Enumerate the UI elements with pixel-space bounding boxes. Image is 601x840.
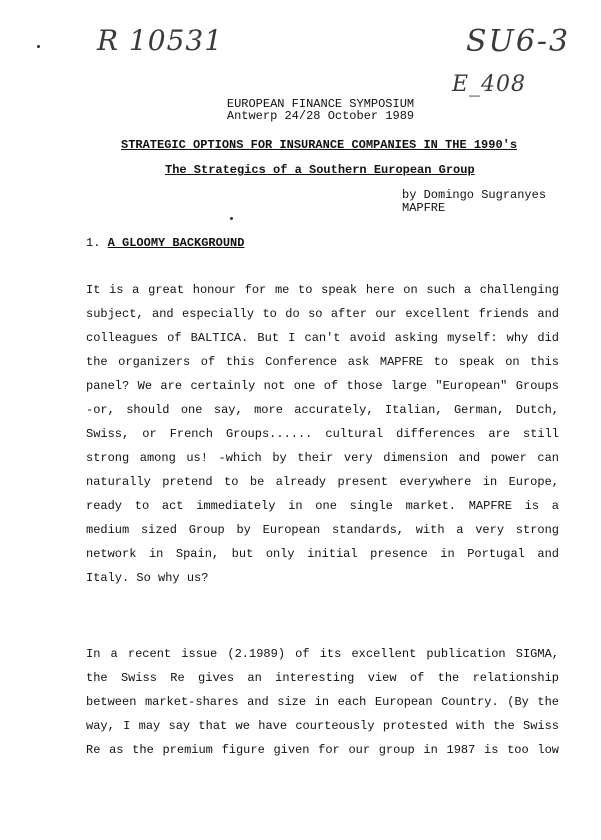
paragraph-line: ready to act immediately in one single market. MAPFRE is a xyxy=(86,499,559,513)
section-title: A GLOOMY BACKGROUND xyxy=(107,236,245,250)
author-name: by Domingo Sugranyes xyxy=(402,188,547,202)
paragraph-line: network in Spain, but only initial presence in Portugal and xyxy=(86,547,559,561)
document-subtitle: The Strategics of a Southern European Group xyxy=(165,163,475,177)
handwritten-archive-number: R 10531 xyxy=(97,24,224,57)
paragraph-line: In a recent issue (2.1989) of its excellent publication SIGMA, xyxy=(86,647,559,661)
paragraph-line: Italy. So why us? xyxy=(86,571,209,585)
paragraph-line: the Swiss Re gives an interesting view of the relationship xyxy=(86,671,559,685)
paragraph-line: the organizers of this Conference ask MAPFRE to speak on this xyxy=(86,355,559,369)
paragraph-line: medium sized Group by European standards, with a very strong xyxy=(86,523,559,537)
section-heading xyxy=(86,236,244,250)
handwritten-reference: E_408 xyxy=(452,72,527,97)
section-number: 1. xyxy=(86,236,101,250)
paragraph-line: colleagues of BALTICA. But I can't avoid asking myself: why did xyxy=(86,331,559,345)
paragraph-line: It is a great honour for me to speak here on such a challenging xyxy=(86,283,559,297)
stray-mark xyxy=(37,45,40,48)
paragraph-line: Swiss, or French Groups...... cultural differences are still xyxy=(86,427,559,441)
stray-mark xyxy=(230,217,233,220)
paragraph-line: between market-shares and size in each European Country. (By the xyxy=(86,695,559,709)
paragraph-line: subject, and especially to do so after our excellent friends and xyxy=(86,307,559,321)
event-name: EUROPEAN FINANCE SYMPOSIUM xyxy=(226,97,415,111)
paragraph-line: -or, should one say, more accurately, Italian, German, Dutch, xyxy=(86,403,559,417)
document-title: STRATEGIC OPTIONS FOR INSURANCE COMPANIES IN THE 1990's xyxy=(121,138,518,152)
paragraph-line: strong among us! -which by their very dimension and power can xyxy=(86,451,559,465)
paragraph-line: panel? We are certainly not one of those large "European" Groups xyxy=(86,379,559,393)
paragraph xyxy=(86,278,559,590)
handwritten-file-code: SU6-3 xyxy=(466,24,571,59)
author-organization: MAPFRE xyxy=(402,201,446,215)
paragraph-line: Re as the premium figure given for our group in 1987 is too low xyxy=(86,743,559,757)
event-place-date: Antwerp 24/28 October 1989 xyxy=(226,109,415,123)
paragraph-line: way, I may say that we have courteously protested with the Swiss xyxy=(86,719,559,733)
paragraph-line: naturally pretend to be already present everywhere in Europe, xyxy=(86,475,559,489)
paragraph xyxy=(86,642,559,762)
